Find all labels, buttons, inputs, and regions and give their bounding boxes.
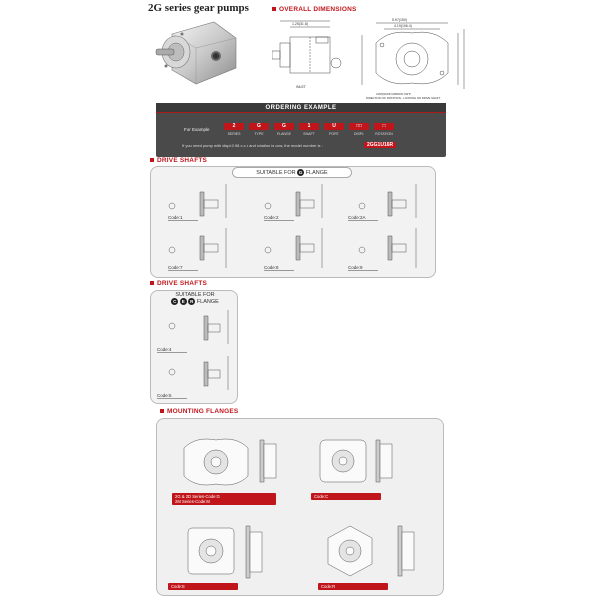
suitable-for-cer-flange bbox=[160, 292, 230, 305]
dim-c-label: 4.19(106.4) bbox=[394, 24, 412, 28]
model-number-badge: 2GG1U16R bbox=[364, 142, 396, 148]
order-cell-series: 2 SERIES bbox=[224, 123, 244, 136]
order-cell-port: U PORT bbox=[324, 123, 344, 136]
page-title: 2G series gear pumps bbox=[148, 2, 249, 14]
shaft-code-1: Code:1 bbox=[168, 215, 183, 220]
for-example-label: For Example bbox=[184, 127, 210, 132]
shaft-code-7: Code:7 bbox=[168, 265, 183, 270]
shaft-code-5: Code:5 bbox=[157, 393, 172, 398]
shaft-code-2: Code:2 bbox=[264, 215, 279, 220]
shaft-code-8: Code:8 bbox=[264, 265, 279, 270]
overall-dimension-drawing bbox=[272, 15, 472, 105]
rotation-note-1: CW(R)/NON ARROW CW'F' bbox=[376, 92, 412, 96]
mounting-flanges-heading: MOUNTING FLANGES bbox=[160, 408, 238, 415]
dim-a-label: 1.25(31.8) bbox=[292, 22, 308, 26]
flange-e-badge: E bbox=[181, 299, 185, 304]
shaft-code-9: Code:9 bbox=[348, 265, 363, 270]
dim-b-label: 5.97(150) bbox=[392, 18, 407, 22]
flange-r-badge: R bbox=[190, 299, 194, 304]
drive-shafts-heading-2: DRIVE SHAFTS bbox=[150, 280, 207, 287]
order-cell-rotation: □ ROTATION bbox=[375, 123, 393, 136]
ordering-code-cells bbox=[224, 123, 394, 136]
rotation-note-2: DIRECTION OF ROTATION - LOOKING ON DRIVE SHAFT bbox=[366, 96, 441, 100]
order-cell-shaft: 1 SHAFT bbox=[299, 123, 319, 136]
inlet-label: INLET bbox=[296, 85, 306, 89]
suitable-for-g-flange bbox=[232, 167, 352, 178]
ordering-example-panel bbox=[156, 103, 446, 157]
suitable-for-text: SUITABLE FOR bbox=[256, 170, 296, 176]
suitable-for-text-2: SUITABLE FOR bbox=[175, 292, 215, 298]
shaft-code-2a: Code:2A bbox=[348, 215, 366, 220]
flange-label-e: Code:E bbox=[168, 583, 238, 590]
flange-drawings bbox=[156, 418, 444, 596]
flange-label-g bbox=[172, 493, 276, 505]
flange-text: FLANGE bbox=[305, 170, 328, 176]
order-cell-displ: □□ DISPL bbox=[349, 123, 369, 136]
flange-label-r: Code:R bbox=[318, 583, 388, 590]
flange-text-2: FLANGE bbox=[196, 298, 219, 305]
pump-image bbox=[152, 16, 240, 90]
flange-label-c: Code:C bbox=[311, 493, 381, 500]
drive-shafts-heading: DRIVE SHAFTS bbox=[150, 157, 207, 164]
ordering-example-heading: ORDERING EXAMPLE bbox=[156, 103, 446, 113]
flange-label-g-line2: 2M Series-Code:M bbox=[175, 499, 210, 504]
order-cell-flange: G FLANGE bbox=[274, 123, 294, 136]
ordering-note: If you need pump with displ.0.98 c.c.r and rotation is ccw, the model number is : bbox=[182, 143, 323, 148]
shaft-drawings-2 bbox=[150, 308, 238, 404]
overall-dimensions-heading: OVERALL DIMENSIONS bbox=[272, 6, 357, 13]
flange-c-badge: C bbox=[173, 299, 177, 304]
flange-label-g-line1: 2G & 2D Series-Code:G bbox=[175, 494, 220, 499]
shaft-drawings bbox=[150, 178, 436, 278]
order-cell-type: G TYPE bbox=[249, 123, 269, 136]
flange-g-badge: G bbox=[298, 170, 303, 176]
shaft-code-4: Code:4 bbox=[157, 347, 172, 352]
